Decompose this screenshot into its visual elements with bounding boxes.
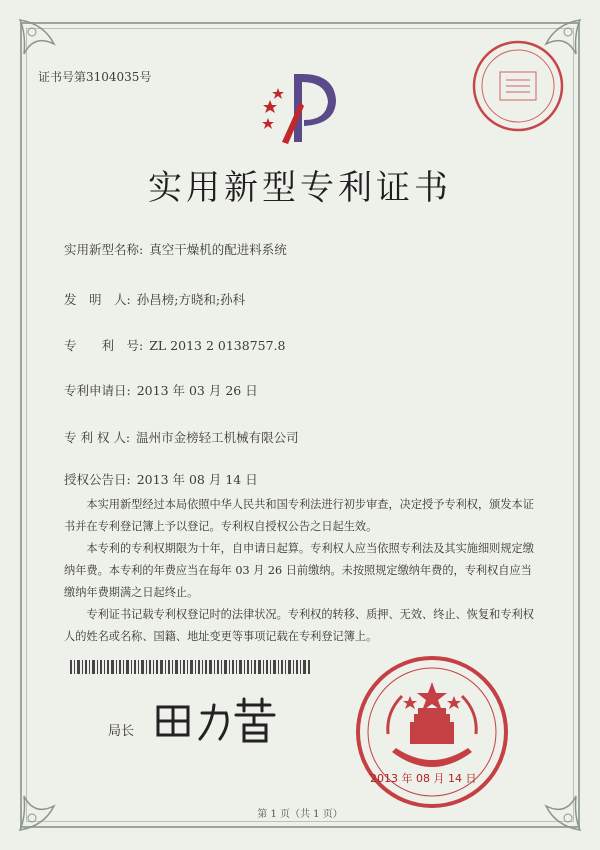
patentee-field — [64, 428, 299, 446]
special-seal-icon — [470, 38, 566, 134]
body-paragraph: 专利证书记载专利权登记时的法律状况。专利权的转移、质押、无效、终止、恢复和专利权人的姓名或名称、国籍、地址变更等事项记载在专利登记簿上。 — [64, 608, 534, 643]
body-paragraph: 本专利的专利权期限为十年，自申请日起算。专利权人应当依照专利法及其实施细则规定缴纳年费。本专利的年费应当在每年 03 月 26 日前缴纳。未按照规定缴纳年费的，专利权自应当缴纳年费期满之日起终止。 — [64, 542, 534, 599]
name-value: 真空干燥机的配进料系统 — [149, 242, 287, 257]
patent-number-label: 专 利 号: — [64, 338, 144, 353]
patentee-value: 温州市金榜轻工机械有限公司 — [136, 430, 299, 445]
body-paragraph: 本实用新型经过本局依照中华人民共和国专利法进行初步审查，决定授予专利权，颁发本证书并在专利登记簿上予以登记。专利权自授权公告之日起生效。 — [64, 498, 534, 533]
name-field — [64, 240, 287, 258]
filing-date-field — [64, 381, 258, 399]
patent-office-logo-icon — [256, 62, 346, 152]
filing-date-label: 专利申请日: — [64, 383, 131, 398]
announce-date-value: 2013 年 08 月 14 日 — [136, 472, 258, 487]
name-label: 实用新型名称: — [64, 242, 144, 257]
seal-date: 2013 年 08 月 14 日 — [370, 772, 477, 785]
director-signature — [150, 695, 280, 745]
patent-number-field — [64, 336, 286, 354]
inventor-label: 发 明 人: — [64, 292, 131, 307]
certificate-body — [64, 494, 534, 648]
announce-date-field — [64, 470, 258, 488]
page-indicator: 第 1 页（共 1 页） — [257, 809, 343, 820]
filing-date-value: 2013 年 03 月 26 日 — [136, 383, 258, 398]
inventor-field — [64, 290, 245, 308]
certificate-title: 实用新型专利证书 — [148, 168, 452, 208]
corner-ornament-icon — [14, 766, 84, 836]
announce-date-label: 授权公告日: — [64, 472, 131, 487]
barcode-icon — [70, 660, 310, 674]
state-ip-office-seal-icon — [352, 652, 512, 812]
patent-number-value: ZL 2013 2 0138757.8 — [149, 338, 286, 353]
corner-ornament-icon — [516, 766, 586, 836]
certificate-number: 证书号第3104035号 — [38, 70, 152, 84]
patentee-label: 专 利 权 人: — [64, 430, 131, 445]
director-label: 局长 — [108, 724, 135, 739]
inventor-value: 孙昌榜;方晓和;孙科 — [136, 292, 246, 307]
